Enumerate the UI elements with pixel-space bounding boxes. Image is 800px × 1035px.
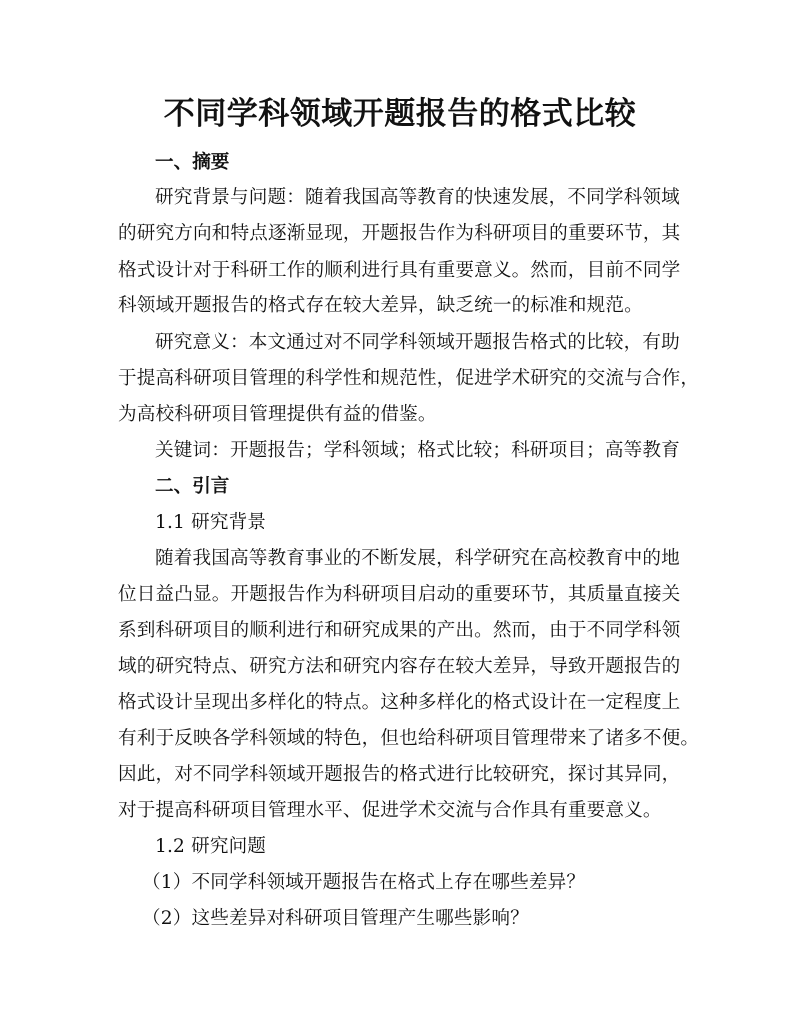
abstract-p1-line: 研究背景与问题：随着我国高等教育的快速发展，不同学科领域 bbox=[155, 187, 680, 208]
research-question: （2）这些差异对科研项目管理产生哪些影响？ bbox=[142, 908, 529, 929]
background-line: 位日益凸显。开题报告作为科研项目启动的重要环节，其质量直接关 bbox=[118, 584, 681, 605]
background-line: 随着我国高等教育事业的不断发展，科学研究在高校教育中的地 bbox=[155, 548, 680, 569]
background-line: 对于提高科研项目管理水平、促进学术交流与合作具有重要意义。 bbox=[118, 800, 662, 821]
background-line: 域的研究特点、研究方法和研究内容存在较大差异，导致开题报告的 bbox=[118, 656, 681, 677]
abstract-heading: 一、摘要 bbox=[155, 152, 230, 173]
abstract-p2-line: 于提高科研项目管理的科学性和规范性，促进学术研究的交流与合作， bbox=[118, 368, 700, 389]
background-line: 系到科研项目的顺利进行和研究成果的产出。然而，由于不同学科领 bbox=[118, 620, 681, 641]
document-title: 不同学科领域开题报告的格式比较 bbox=[163, 96, 637, 132]
background-line: 格式设计呈现出多样化的特点。这种多样化的格式设计在一定程度上 bbox=[118, 692, 681, 713]
abstract-p2-line: 研究意义：本文通过对不同学科领域开题报告格式的比较，有助 bbox=[155, 332, 680, 353]
keywords-line: 关键词：开题报告；学科领域；格式比较；科研项目；高等教育 bbox=[155, 440, 680, 461]
background-line: 有利于反映各学科领域的特色，但也给科研项目管理带来了诸多不便。 bbox=[118, 728, 700, 749]
abstract-p2-line: 为高校科研项目管理提供有益的借鉴。 bbox=[118, 404, 437, 425]
abstract-p1-line: 的研究方向和特点逐渐显现，开题报告作为科研项目的重要环节，其 bbox=[118, 223, 681, 244]
research-question: （1）不同学科领域开题报告在格式上存在哪些差异？ bbox=[142, 872, 586, 893]
background-line: 因此，对不同学科领域开题报告的格式进行比较研究，探讨其异同， bbox=[118, 764, 681, 785]
abstract-p1-line: 科领域开题报告的格式存在较大差异，缺乏统一的标准和规范。 bbox=[118, 295, 643, 316]
section-heading-1-2: 1.2 研究问题 bbox=[155, 836, 267, 857]
abstract-p1-line: 格式设计对于科研工作的顺利进行具有重要意义。然而，目前不同学 bbox=[118, 260, 681, 281]
intro-heading: 二、引言 bbox=[155, 476, 230, 497]
section-heading-1-1: 1.1 研究背景 bbox=[155, 512, 267, 533]
